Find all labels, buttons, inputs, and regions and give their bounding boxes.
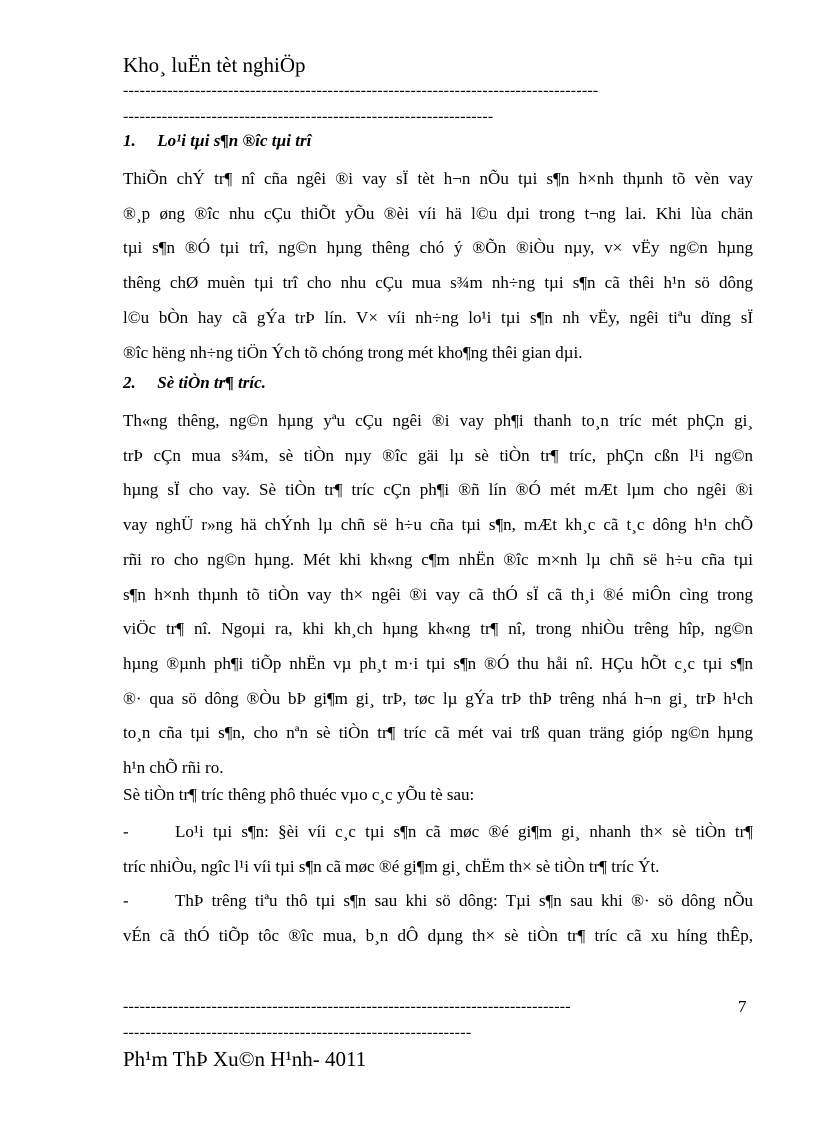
paragraph-line: ®¸p øng ®îc nhu cÇu thiÕt yÕu ®èi víi hä l©u dµi trong t¬ng lai. Khi lùa chän (123, 203, 753, 223)
paragraph-line: l©u bÒn hay cã gÝa trÞ lín. V× víi nh÷ng lo¹i tµi s¶n nh vËy, ngêi tiªu dïng sÏ (123, 307, 753, 327)
paragraph-line: ®îc hëng nh÷ng tiÖn Ých tõ chóng trong mét kho¶ng thêi gian dµi. (123, 342, 583, 362)
footer-author: Ph¹m ThÞ Xu©n H¹nh- 4011 (123, 1047, 367, 1071)
section-number: 1. (123, 131, 136, 150)
section-heading (123, 372, 266, 394)
paragraph-line: hµng sÏ cho vay. Sè tiÒn tr¶ tríc cÇn ph¶i ®ñ lín ®Ó mét mÆt lµm cho ngêi ®i (123, 480, 753, 500)
bullet-dash: - (123, 822, 129, 841)
list-item-line: Lo¹i tµi s¶n: §èi víi c¸c tµi s¶n cã møc ®é gi¶m gi¸ nhanh th× sè tiÒn tr¶ (175, 822, 753, 841)
list-item (123, 815, 753, 884)
paragraph-line: rñi ro cho ng©n hµng. Mét khi kh«ng c¶m nhËn ®îc m×nh lµ chñ së h÷u cña tµi (123, 549, 753, 569)
paragraph (123, 162, 753, 370)
header-separator: -------------------------------------------------------------------------------------- (123, 84, 599, 98)
paragraph-line: trÞ cÇn mua s¾m, sè tiÒn nµy ®îc gäi lµ sè tiÒn tr¶ tríc, phÇn cßn l¹i ng©n (123, 445, 753, 465)
list-item-line: ThÞ trêng tiªu thô tµi s¶n sau khi sö dông: Tµi s¶n sau khi ®· sö dông nÕu (175, 891, 753, 910)
paragraph-line: vay nghÜ r»ng hä chÝnh lµ chñ së h÷u cña tµi s¶n, mÆt kh¸c cã t¸c dông h¹n chÕ (123, 515, 753, 535)
paragraph-line: s¶n h×nh thµnh tõ tiÒn vay th× ngêi ®i vay cã thÓ sÏ cã th¸i ®é miÔn cìng trong (123, 584, 753, 604)
paragraph-line: h¹n chÕ rñi ro. (123, 758, 224, 778)
header-title: Kho¸ luËn tèt nghiÖp (123, 53, 306, 77)
paragraph-line: thêng chØ muèn tµi trî cho nhu cÇu mua s¾m nh÷ng tµi s¶n cã thêi h¹n sö dông (123, 273, 753, 293)
list-item-line: tríc nhiÒu, ngîc l¹i víi tµi s¶n cã møc ®é gi¶m gi¸ chËm th× sè tiÒn tr¶ tríc Ýt. (123, 856, 660, 876)
section-title: Lo¹i tµi s¶n ®îc tµi trî (157, 131, 312, 150)
footer-separator: --------------------------------------------------------------- (123, 1026, 472, 1040)
bullet-dash: - (123, 891, 129, 910)
paragraph-line: Th«ng thêng, ng©n hµng yªu cÇu ngêi ®i vay ph¶i thanh to¸n tríc mét phÇn gi¸ (123, 411, 753, 430)
page-number: 7 (738, 997, 747, 1016)
header-separator: ------------------------------------------------------------------- (123, 110, 494, 124)
paragraph-line: tµi s¶n ®Ó tµi trî, ng©n hµng thêng chó ý ®Õn ®iÒu nµy, v× vËy ng©n hµng (123, 238, 753, 258)
list-item-line: vÉn cã thÓ tiÕp tôc ®îc mua, b¸n dÔ dµng th× sè tiÒn tr¶ tríc cã xu híng thÊp, (123, 925, 753, 945)
paragraph-line: ®· qua sö dông ®Òu bÞ gi¶m gi¸ trÞ, tøc lµ gÝa trÞ thÞ trêng nhá h¬n gi¸ trÞ h¹ch (123, 688, 753, 708)
paragraph-line: ThiÕn chÝ tr¶ nî cña ngêi ®i vay sÏ tèt h¬n nÕu tµi s¶n h×nh thµnh tõ vèn vay (123, 169, 753, 188)
paragraph-line: hµng ®µnh ph¶i tiÕp nhËn vµ ph¸t m·i tµi s¶n ®Ó thu håi nî. HÇu hÕt c¸c tµi s¶n (123, 653, 753, 673)
section-title: Sè tiÒn tr¶ tríc. (157, 373, 266, 392)
paragraph (123, 404, 753, 786)
list-item (123, 884, 753, 953)
paragraph-line: to¸n cña tµi s¶n, cho nªn sè tiÒn tr¶ tríc cã mét vai trß quan träng gióp ng©n hµng (123, 723, 753, 743)
footer-separator: --------------------------------------------------------------------------------- (123, 1000, 571, 1014)
paragraph-line: viÖc tr¶ nî. Ngoµi ra, khi kh¸ch hµng kh«ng tr¶ nî, trong nhiÒu trêng hîp, ng©n (123, 619, 753, 639)
section-heading (123, 130, 311, 152)
section-number: 2. (123, 373, 136, 392)
list-intro: Sè tiÒn tr¶ tríc thêng phô thuéc vµo c¸c yÕu tè sau: (123, 785, 475, 804)
